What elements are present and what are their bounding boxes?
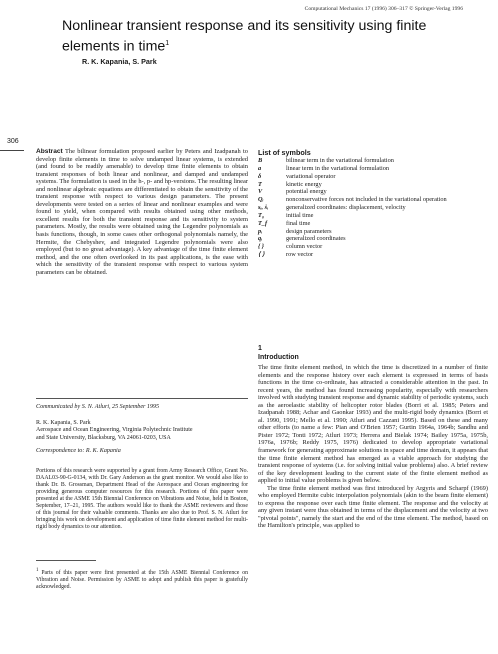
- symbol: sᵢ, ṡᵢ: [258, 204, 269, 212]
- symbol-description: bilinear term in the variational formulation: [286, 157, 394, 164]
- symbol-row: [258, 181, 488, 189]
- footnote-text: Parts of this paper were first presented at the 15th ASME Biennial Conference on Vibration and Noise. Permission by ASME to adopt and publish this paper is gratefully acknowledged.: [36, 569, 248, 590]
- introduction-body: [258, 364, 488, 530]
- symbol-description: variational operator: [286, 172, 336, 180]
- symbol-row: [258, 243, 488, 251]
- title-footnote-mark: 1: [165, 40, 170, 47]
- acknowledgement: Portions of this research were supported by a grant from Army Research Office, Grant No. DAAL03-90-G-0134, with Dr. Gary Anderson as the grant monitor. We would also like to thank Dr. B. Grossman, Department Head of the Aerospace and Ocean engineering for providing generous computer resources for this research. Portions of this paper were presented at the ASME 15th Biennial Conference on Vibrations and Noise, held in Boston, September, 17–21, 1995. The authors would like to thank the ASME reviewers and those of this journal for their valuable comments. Thanks are also due to Prof. S. N. Atluri for bringing his work on development and application of time finite element method for multi-rigid body dynamics to our attention.: [36, 468, 248, 530]
- symbol: V: [258, 188, 263, 196]
- symbol: Qᵢ: [258, 196, 264, 204]
- communicated-by: Communicated by S. N. Atluri, 25 September 1995: [36, 404, 160, 410]
- symbol-row: [258, 165, 488, 173]
- introduction-paragraph: The time finite element method, in which the time is discretized in a number of finite elements and the response history over each element is expressed in terms of basis functions in the time co-ordinate, has attracted a considerable attention in the past. In recent years, the method has found increasing popularity, especially with researchers involved with studying transient response and dynamic stability of periodic systems, such as the aeroelastic stability of helicopter rotor blades (Borri et al. 1985; Peters and Izadpanah 1988; Achar and Gaonkar 1993) and the multi-rigid body dynamics (Borri et al. 1990, 1991; Mello et al. 1990; Atluri and Cazzani 1995). Based on these and many other efforts (to name a few: Pian and O'Brien 1957; Gurtin 1964a, 1964b; Sandhu and Pister 1972; Tonti 1972; Atluri 1973; Herrera and Bielak 1974; Bailey 1975a, 1975b, 1976a, 1976b; Reddy 1975, 1976) dedicated to develop appropriate variational framework for generating approximate solutions in space and time domain, it appears that the time finite element method has emerged as a viable approach for studying the transient response of systems (i.e. for solving initial value problems) also. A brief review of the key development leading to the current state of the finite element method as applied to initial value problems is given below.: [258, 364, 488, 485]
- abstract-label: Abstract: [36, 148, 63, 155]
- symbol-description: kinetic energy: [286, 180, 322, 188]
- symbol-row: [258, 220, 488, 228]
- paper-title: [62, 17, 462, 56]
- symbol: δ: [258, 172, 262, 180]
- symbol: pᵢ: [258, 227, 263, 235]
- symbol-row: [258, 196, 488, 204]
- footnote-mark: 1: [36, 568, 39, 573]
- symbol: T: [258, 180, 262, 188]
- symbol-description: linear term in the variational formulation: [286, 164, 389, 172]
- journal-citation: Computational Mechanics 17 (1996) 306–317 © Springer-Verlag 1996: [304, 6, 463, 12]
- affiliation-location: and State University, Blacksburg, VA 24061-0203, USA: [36, 434, 171, 441]
- abstract: [36, 148, 248, 276]
- symbol-description: design parameters: [286, 227, 332, 235]
- symbol-description: column vector: [286, 243, 323, 251]
- title-text: Nonlinear transient response and its sensitivity using finite elements in time: [62, 18, 427, 55]
- section-number: 1: [258, 345, 262, 352]
- symbol: qᵢ: [258, 235, 263, 243]
- symbol: ⟨ ⟩: [258, 251, 265, 259]
- introduction-paragraph: The time finite element method was first introduced by Argyris and Scharpf (1969) who employed Hermite cubic interpolation polynomials (akin to the beam finite element) to express the response over each time finite element. The response and the velocity at any given instant were thus obtained in terms of the displacement and the velocity at two "pivotal points", namely the start and the end of the time element. The method, based on the Hamilton's principle, was applied to: [258, 484, 488, 530]
- section-heading: Introduction: [258, 354, 299, 361]
- affiliation: [36, 420, 248, 442]
- symbol-description: row vector: [286, 251, 314, 259]
- symbols-heading: List of symbols: [258, 148, 311, 157]
- footnote-rule: [36, 560, 96, 561]
- author-list: R. K. Kapania, S. Park: [82, 57, 157, 66]
- symbol-description: final time: [286, 219, 311, 227]
- symbol-row: [258, 204, 488, 212]
- symbol-row: [258, 228, 488, 236]
- footnote: [36, 567, 248, 591]
- abstract-text: The bilinear formulation proposed earlier by Peters and Izadpanah to develop finite elements in time to solve undamped linear systems, is extended (and found to be readily amenable) to develop time finite elements to obtain transient responses of both linear and nonlinear, and damped and undamped systems. The formulation is used in the h-, p- and hp-versions. The resulting linear and nonlinear algebraic equations are differentiated to obtain the sensitivity of the transient response with respect to various design parameters. The present developments were tested on a series of linear and nonlinear examples and were found to yield, when compared with results obtained using other methods, excellent results for both the transient response and its sensitivity to system parameters. Mostly, the results were obtained using the Legendre polynomials as basis functions, though, in some cases other orthogonal polynomials namely, the Hermite, the Chebyshev, and integrated Legendre polynomials were also employed (but to no great advantage). A key advantage of the time finite element method, and the one often overlooked in its past applications, is the ease with which the sensitivity of the transient response with respect to various system parameters can be obtained.: [36, 148, 249, 276]
- symbol-row: [258, 157, 488, 165]
- page-number: 306: [7, 138, 19, 145]
- symbol-row: [258, 173, 488, 181]
- symbol-description: generalized coordinates: displacement, velocity: [286, 204, 406, 212]
- symbol: T₀: [258, 211, 265, 219]
- symbol: B: [258, 157, 263, 164]
- symbol-row: [258, 188, 488, 196]
- symbol-row: [258, 235, 488, 243]
- symbol: { }: [258, 243, 264, 251]
- symbol-row: [258, 251, 488, 259]
- affiliation-names: R. K. Kapania, S. Park: [36, 420, 91, 426]
- correspondence: Correspondence to: R. K. Kapania: [36, 448, 121, 454]
- abstract-divider: [36, 398, 248, 399]
- symbol-description: nonconservative forces not included in the variational operation: [286, 196, 447, 204]
- symbol: a: [258, 164, 262, 172]
- symbol-description: potential energy: [286, 188, 327, 196]
- affiliation-department: Aerospace and Ocean Engineering, Virginia Polytechnic Institute: [36, 427, 193, 434]
- symbol-description: generalized coordinates: [286, 235, 346, 243]
- symbol-row: [258, 212, 488, 220]
- symbol: T_f: [258, 219, 268, 227]
- symbols-list: [258, 157, 488, 259]
- page-number-rule: [0, 150, 24, 151]
- symbol-description: initial time: [286, 211, 314, 219]
